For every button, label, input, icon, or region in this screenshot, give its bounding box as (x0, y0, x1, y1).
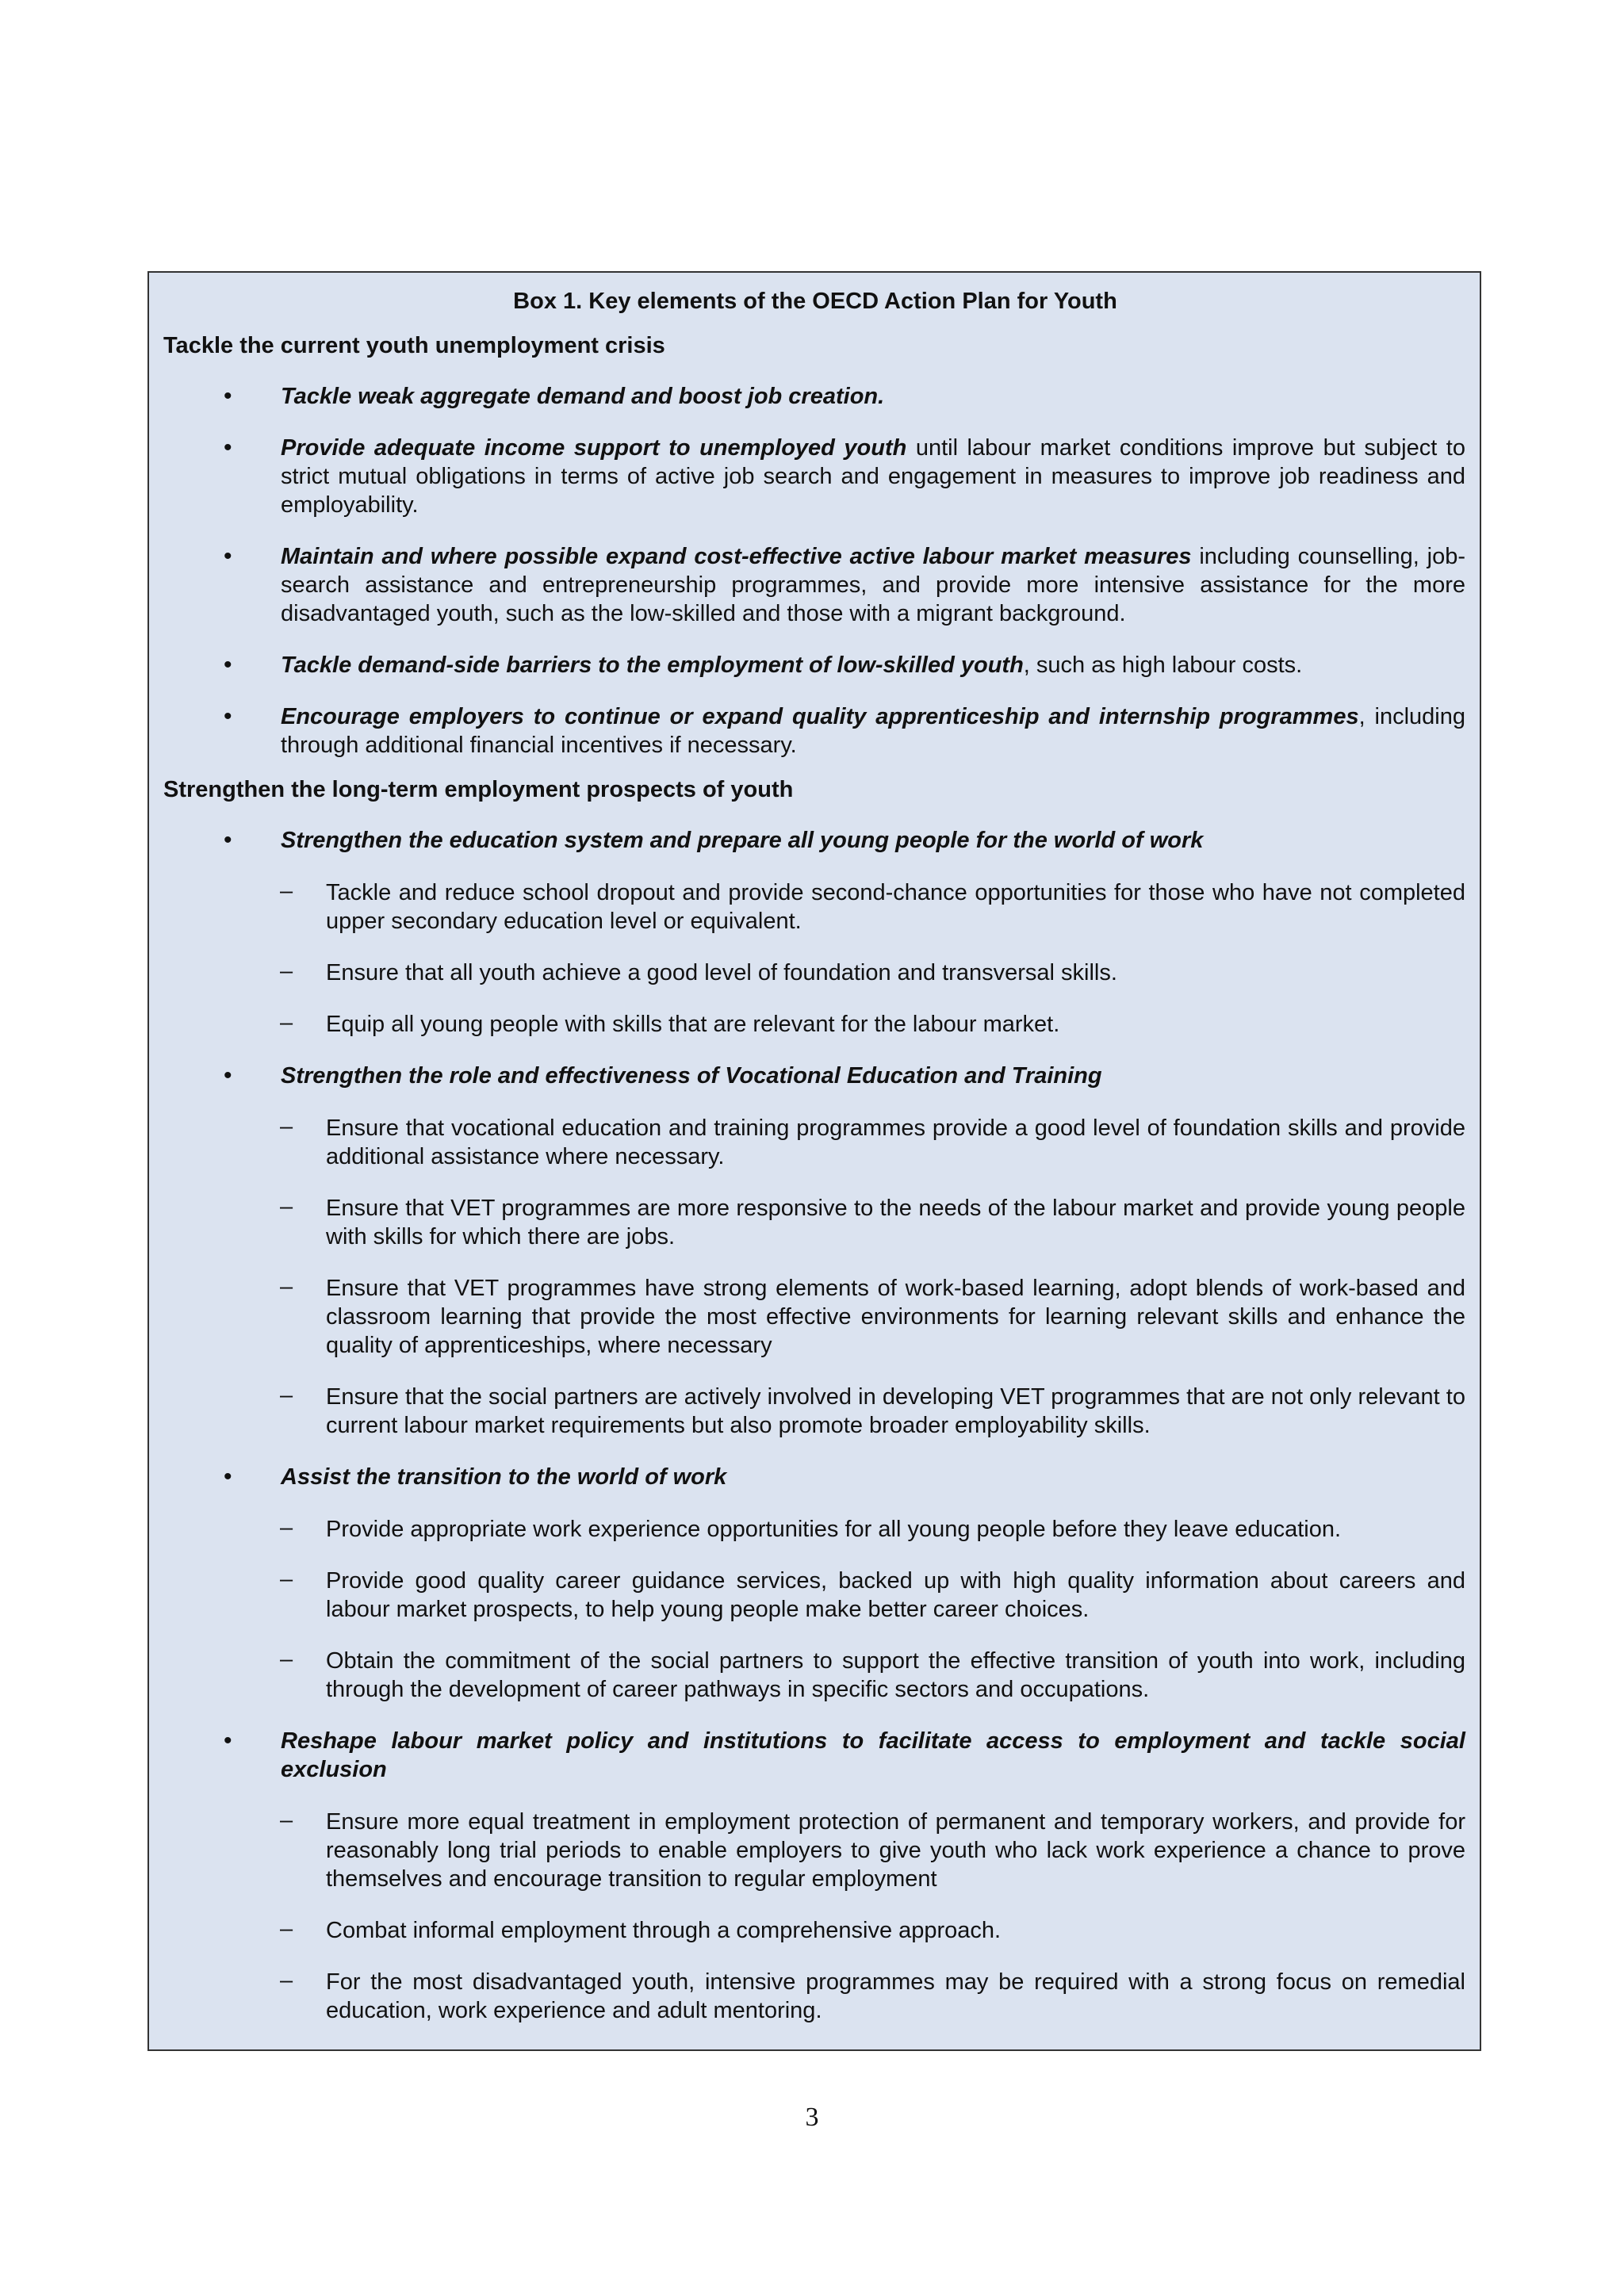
bullet-icon: • (224, 1728, 232, 1754)
dash-icon: – (280, 1916, 293, 1942)
sub-item-text: Obtain the commitment of the social partners to support the effective transition of youth into work, including through the development of career pathways in specific sectors and occupations. (326, 1648, 1465, 1702)
dash-icon: – (280, 1383, 293, 1408)
crisis-bullet-list (163, 382, 1465, 760)
bullet-lead: Assist the transition to the world of work (281, 1464, 727, 1490)
sub-item (280, 1647, 1465, 1704)
bullet-lead: Encourage employers to continue or expand quality apprenticeship and internship programmes (281, 704, 1359, 729)
bullet-lead: Provide adequate income support to unemployed youth (281, 435, 907, 461)
dash-icon: – (280, 1010, 293, 1035)
sub-item (280, 1968, 1465, 2025)
sub-item (280, 1274, 1465, 1360)
bullet-lead: Tackle demand-side barriers to the employment of low-skilled youth (281, 652, 1024, 678)
sub-item-text: Ensure that vocational education and training programmes provide a good level of foundation skills and provide additional assistance where necessary. (326, 1115, 1465, 1169)
dash-icon: – (280, 1567, 293, 1592)
bullet-icon: • (224, 703, 232, 729)
sub-item (280, 1567, 1465, 1624)
sub-item (280, 1383, 1465, 1440)
bullet-text: , including through additional financial incentives if necessary. (281, 704, 1465, 758)
dash-icon: – (280, 878, 293, 904)
bullet-lead: Reshape labour market policy and institutions to facilitate access to employment and tackle social exclusion (281, 1728, 1465, 1782)
dash-icon: – (280, 1647, 293, 1672)
sub-item-text: For the most disadvantaged youth, intensive programmes may be required with a strong focus on remedial education, work experience and adult mentoring. (326, 1969, 1465, 2023)
dash-icon: – (280, 1194, 293, 1219)
sub-item (280, 1515, 1465, 1544)
bullet-icon: • (224, 1464, 232, 1490)
dash-icon: – (280, 1114, 293, 1139)
bullet-item (163, 1062, 1465, 1440)
bullet-lead: Maintain and where possible expand cost-effective active labour market measures (281, 544, 1192, 569)
page-number: 3 (805, 2103, 819, 2132)
dash-icon: – (280, 1808, 293, 1833)
sub-item (280, 959, 1465, 987)
bullet-item (163, 702, 1465, 760)
bullet-item (163, 1463, 1465, 1704)
bullet-icon: • (224, 827, 232, 853)
bullet-icon: • (224, 434, 232, 461)
bullet-item (163, 542, 1465, 628)
box-title: Box 1. Key elements of the OECD Action Plan for Youth (513, 289, 1117, 314)
bullet-icon: • (224, 1062, 232, 1089)
sub-item-text: Combat informal employment through a comprehensive approach. (326, 1918, 1002, 1943)
sub-item (280, 1114, 1465, 1171)
sub-list (281, 1515, 1465, 1704)
sub-item-text: Ensure that VET programmes have strong elements of work-based learning, adopt blends of work-based and classroom learning that provide the most effective environments for learning relevant skills and enhance the quality of apprenticeships, where necessary (326, 1276, 1465, 1358)
sub-item (280, 1194, 1465, 1251)
dash-icon: – (280, 1515, 293, 1540)
sub-list (281, 878, 1465, 1039)
sub-item (280, 1010, 1465, 1039)
dash-icon: – (280, 1274, 293, 1299)
bullet-text: including counselling, job-search assistance and entrepreneurship programmes, and provide more intensive assistance for the more disadvantaged youth, such as the low-skilled and those with a migrant background. (281, 544, 1465, 626)
section-heading-crisis: Tackle the current youth unemployment crisis (163, 333, 665, 358)
bullet-lead: Tackle weak aggregate demand and boost job creation. (281, 384, 885, 409)
sub-item-text: Ensure that the social partners are actively involved in developing VET programmes that are not only relevant to current labour market requirements but also promote broader employability skills. (326, 1384, 1465, 1438)
bullet-icon: • (224, 652, 232, 678)
sub-item (280, 1808, 1465, 1893)
bullet-item (163, 651, 1465, 679)
bullet-item (163, 826, 1465, 1039)
sub-item-text: Ensure that VET programmes are more responsive to the needs of the labour market and provide young people with skills for which there are jobs. (326, 1196, 1465, 1249)
bullet-lead: Strengthen the role and effectiveness of Vocational Education and Training (281, 1063, 1102, 1089)
sub-list (281, 1808, 1465, 2025)
sub-item-text: Equip all young people with skills that are relevant for the labour market. (326, 1012, 1060, 1037)
sub-item (280, 1916, 1465, 1945)
oecd-action-plan-box (147, 271, 1481, 2051)
dash-icon: – (280, 959, 293, 984)
bullet-text: until labour market conditions improve but subject to strict mutual obligations in terms of active job search and engagement in measures to improve job readiness and employability. (281, 435, 1465, 518)
bullet-item (163, 434, 1465, 519)
bullet-item (163, 1727, 1465, 2025)
bullet-icon: • (224, 543, 232, 569)
long-term-bullet-list (163, 826, 1465, 2025)
sub-item-text: Provide appropriate work experience opportunities for all young people before they leave education. (326, 1517, 1342, 1542)
sub-item-text: Tackle and reduce school dropout and provide second-chance opportunities for those who have not completed upper secondary education level or equivalent. (326, 880, 1465, 934)
sub-list (281, 1114, 1465, 1440)
dash-icon: – (280, 1968, 293, 1993)
bullet-item (163, 382, 1465, 411)
sub-item-text: Provide good quality career guidance services, backed up with high quality information about careers and labour market prospects, to help young people make better career choices. (326, 1568, 1465, 1622)
bullet-text: , such as high labour costs. (1023, 652, 1303, 678)
sub-item-text: Ensure more equal treatment in employment protection of permanent and temporary workers, and provide for reasonably long trial periods to enable employers to give youth who lack work experience a chance to prove themselves and encourage transition to regular employment (326, 1809, 1465, 1892)
section-heading-long-term: Strengthen the long-term employment prospects of youth (163, 777, 794, 802)
bullet-lead: Strengthen the education system and prepare all young people for the world of work (281, 828, 1204, 853)
sub-item (280, 878, 1465, 936)
bullet-icon: • (224, 383, 232, 409)
sub-item-text: Ensure that all youth achieve a good level of foundation and transversal skills. (326, 960, 1117, 985)
